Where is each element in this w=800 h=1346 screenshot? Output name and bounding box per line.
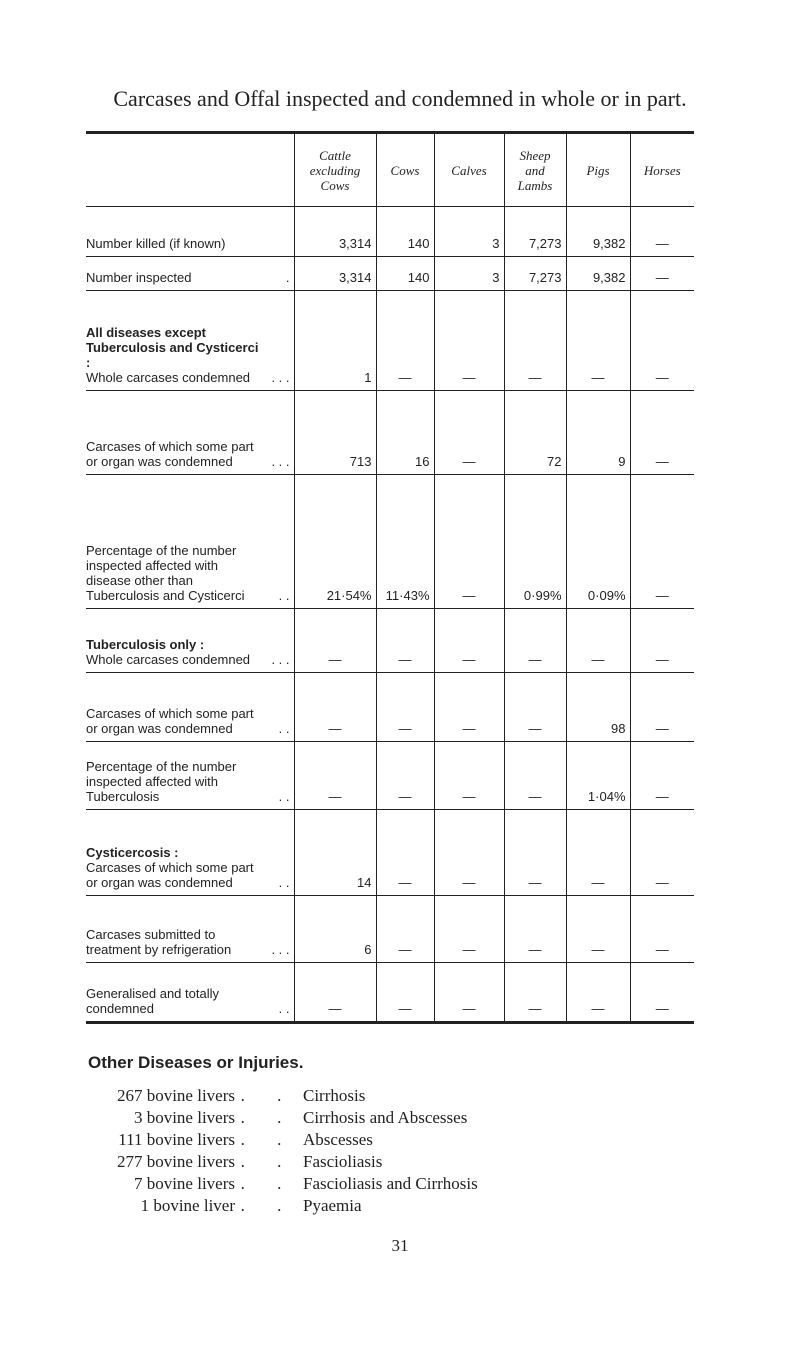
table-cell: — bbox=[376, 609, 434, 673]
table-cell: 1·04% bbox=[566, 742, 630, 810]
table-row bbox=[86, 207, 694, 257]
row-label bbox=[86, 896, 294, 963]
table-cell: 140 bbox=[376, 257, 434, 291]
table-cell: — bbox=[434, 391, 504, 475]
row-label-text: Generalised and totally condemned bbox=[86, 986, 219, 1016]
list-item bbox=[88, 1107, 708, 1129]
table-row bbox=[86, 673, 694, 742]
column-header-line: and bbox=[525, 162, 545, 178]
row-label-text: Percentage of the number inspected affected with disease other than Tuberculosis and Cysticerci bbox=[86, 543, 245, 603]
row-label-text: Carcases of which some part or organ was condemned bbox=[86, 439, 254, 469]
table-cell: 3,314 bbox=[294, 207, 376, 257]
table-cell: — bbox=[376, 963, 434, 1023]
table-row bbox=[86, 291, 694, 391]
leader-dots: . bbox=[285, 270, 290, 285]
table-cell: 713 bbox=[294, 391, 376, 475]
row-label bbox=[86, 391, 294, 475]
column-header bbox=[630, 133, 694, 207]
table-cell: — bbox=[434, 475, 504, 609]
table-cell: 140 bbox=[376, 207, 434, 257]
table-cell: 14 bbox=[294, 810, 376, 896]
list-item-separator: . . bbox=[240, 1130, 296, 1149]
list-item-count: 277 bovine livers bbox=[116, 1152, 235, 1171]
column-header bbox=[434, 133, 504, 207]
column-header-line: Cows bbox=[390, 162, 420, 178]
list-item-separator: . . bbox=[240, 1196, 296, 1215]
table-cell: 9 bbox=[566, 391, 630, 475]
table-cell: — bbox=[504, 673, 566, 742]
row-label bbox=[86, 207, 294, 257]
leader-dots: . . . bbox=[271, 652, 290, 667]
table-cell: — bbox=[294, 963, 376, 1023]
table-cell: 6 bbox=[294, 896, 376, 963]
row-label bbox=[86, 257, 294, 291]
row-label-text: Carcases of which some part or organ was condemned bbox=[86, 860, 254, 890]
table-cell: — bbox=[504, 609, 566, 673]
row-label-text: Carcases of which some part or organ was condemned bbox=[86, 706, 254, 736]
table-row bbox=[86, 257, 694, 291]
column-header-line: Cows bbox=[320, 177, 350, 193]
column-header-line: Horses bbox=[643, 162, 681, 178]
table-cell: — bbox=[630, 257, 694, 291]
leader-dots: . . bbox=[278, 721, 290, 736]
table-cell: — bbox=[566, 896, 630, 963]
leader-dots: . . . bbox=[271, 370, 290, 385]
list-item-cause: Pyaemia bbox=[303, 1196, 362, 1215]
row-section-heading: Tuberculosis only : bbox=[86, 637, 205, 652]
table-cell: — bbox=[630, 207, 694, 257]
table-row bbox=[86, 742, 694, 810]
table-cell: — bbox=[504, 742, 566, 810]
column-header bbox=[566, 133, 630, 207]
leader-dots: . . . bbox=[271, 942, 290, 957]
table-cell: — bbox=[630, 742, 694, 810]
table-cell: — bbox=[504, 896, 566, 963]
page-title: Carcases and Offal inspected and condemned in whole or in part. bbox=[113, 86, 687, 111]
table-cell: — bbox=[376, 291, 434, 391]
table-row bbox=[86, 391, 694, 475]
list-item-count: 267 bovine livers bbox=[116, 1086, 235, 1105]
list-item bbox=[88, 1151, 708, 1173]
table-cell: 21·54% bbox=[294, 475, 376, 609]
list-item-separator: . . bbox=[240, 1174, 296, 1193]
table-cell: — bbox=[294, 609, 376, 673]
table-cell: — bbox=[630, 810, 694, 896]
table-cell: — bbox=[630, 609, 694, 673]
table-cell: — bbox=[630, 963, 694, 1023]
column-header-line: excluding bbox=[309, 162, 361, 178]
row-label bbox=[86, 475, 294, 609]
table-cell: — bbox=[434, 896, 504, 963]
row-label bbox=[86, 963, 294, 1023]
table-cell: — bbox=[630, 896, 694, 963]
page-number: 31 bbox=[391, 1236, 409, 1255]
table-row bbox=[86, 475, 694, 609]
row-label-text: Whole carcases condemned bbox=[86, 370, 251, 385]
row-label-text: Whole carcases condemned bbox=[86, 652, 251, 667]
table-header-row bbox=[86, 133, 694, 207]
table-cell: — bbox=[434, 810, 504, 896]
table-cell: — bbox=[566, 609, 630, 673]
list-item-separator: . . bbox=[240, 1152, 296, 1171]
table-cell: — bbox=[434, 673, 504, 742]
leader-dots: . . . bbox=[271, 454, 290, 469]
other-diseases-list bbox=[88, 1085, 708, 1217]
row-label bbox=[86, 673, 294, 742]
table-cell: — bbox=[294, 742, 376, 810]
table-cell: — bbox=[434, 609, 504, 673]
list-item-cause: Fascioliasis bbox=[303, 1152, 383, 1171]
row-label bbox=[86, 609, 294, 673]
table-cell: — bbox=[504, 810, 566, 896]
table-row bbox=[86, 810, 694, 896]
column-header bbox=[504, 133, 566, 207]
list-item-cause: Abscesses bbox=[303, 1130, 373, 1149]
table-cell: 7,273 bbox=[504, 257, 566, 291]
table-cell: — bbox=[376, 673, 434, 742]
table-cell: 16 bbox=[376, 391, 434, 475]
row-label-text: Number killed (if known) bbox=[86, 236, 226, 251]
list-item bbox=[88, 1173, 708, 1195]
table-cell: 1 bbox=[294, 291, 376, 391]
row-label-text: Carcases submitted to treatment by refrigeration bbox=[86, 927, 232, 957]
table-cell: 3 bbox=[434, 257, 504, 291]
table-cell: 0·09% bbox=[566, 475, 630, 609]
table-cell: 7,273 bbox=[504, 207, 566, 257]
header-blank-cell bbox=[86, 133, 294, 207]
table-cell: — bbox=[504, 291, 566, 391]
row-label-text: Percentage of the number inspected affected with Tuberculosis bbox=[86, 759, 237, 804]
list-item-count: 111 bovine livers bbox=[118, 1130, 235, 1149]
leader-dots: . . bbox=[278, 875, 290, 890]
list-item bbox=[88, 1195, 708, 1217]
list-item-cause: Fascioliasis and Cirrhosis bbox=[303, 1174, 478, 1193]
column-header-line: Calves bbox=[451, 162, 487, 178]
table-cell: — bbox=[376, 810, 434, 896]
table-cell: 9,382 bbox=[566, 257, 630, 291]
table-body bbox=[86, 207, 694, 1023]
row-label bbox=[86, 291, 294, 391]
table-cell: — bbox=[434, 291, 504, 391]
list-item-cause: Cirrhosis and Abscesses bbox=[303, 1108, 468, 1127]
column-header-line: Sheep bbox=[519, 147, 551, 163]
column-header-line: Pigs bbox=[586, 162, 610, 178]
inspection-table bbox=[86, 131, 694, 1024]
leader-dots: . . bbox=[278, 1001, 290, 1016]
list-item-count: 3 bovine livers bbox=[133, 1108, 235, 1127]
table-cell: — bbox=[630, 391, 694, 475]
list-item-count: 1 bovine liver bbox=[140, 1196, 235, 1215]
table-cell: — bbox=[566, 291, 630, 391]
column-header bbox=[294, 133, 376, 207]
table-cell: 72 bbox=[504, 391, 566, 475]
inspection-table-container bbox=[86, 131, 694, 1024]
list-item-count: 7 bovine livers bbox=[133, 1174, 235, 1193]
table-row bbox=[86, 609, 694, 673]
row-section-heading: Cysticercosis : bbox=[86, 845, 179, 860]
leader-dots: . . bbox=[278, 588, 290, 603]
list-item-separator: . . bbox=[240, 1108, 296, 1127]
table-cell: — bbox=[566, 963, 630, 1023]
table-cell: — bbox=[630, 475, 694, 609]
column-header-line: Cattle bbox=[319, 147, 351, 163]
column-header bbox=[376, 133, 434, 207]
table-cell: — bbox=[376, 896, 434, 963]
leader-dots: . . bbox=[278, 789, 290, 804]
table-row bbox=[86, 896, 694, 963]
table-cell: — bbox=[566, 810, 630, 896]
column-header-line: Lambs bbox=[517, 177, 553, 193]
row-label-text: Number inspected bbox=[86, 270, 192, 285]
other-diseases-heading: Other Diseases or Injuries. bbox=[88, 1053, 304, 1072]
table-cell: — bbox=[434, 742, 504, 810]
list-item-separator: . . bbox=[240, 1086, 296, 1105]
table-cell: 98 bbox=[566, 673, 630, 742]
table-cell: 11·43% bbox=[376, 475, 434, 609]
list-item-cause: Cirrhosis bbox=[303, 1086, 366, 1105]
table-cell: 0·99% bbox=[504, 475, 566, 609]
table-cell: 3 bbox=[434, 207, 504, 257]
row-section-heading: All diseases except Tuberculosis and Cysticerci : bbox=[86, 325, 259, 370]
table-cell: — bbox=[376, 742, 434, 810]
list-item bbox=[88, 1129, 708, 1151]
list-item bbox=[88, 1085, 708, 1107]
table-cell: — bbox=[504, 963, 566, 1023]
table-cell: — bbox=[630, 291, 694, 391]
table-cell: — bbox=[434, 963, 504, 1023]
table-cell: 9,382 bbox=[566, 207, 630, 257]
row-label bbox=[86, 742, 294, 810]
table-cell: — bbox=[630, 673, 694, 742]
table-cell: 3,314 bbox=[294, 257, 376, 291]
row-label bbox=[86, 810, 294, 896]
table-cell: — bbox=[294, 673, 376, 742]
table-row bbox=[86, 963, 694, 1023]
